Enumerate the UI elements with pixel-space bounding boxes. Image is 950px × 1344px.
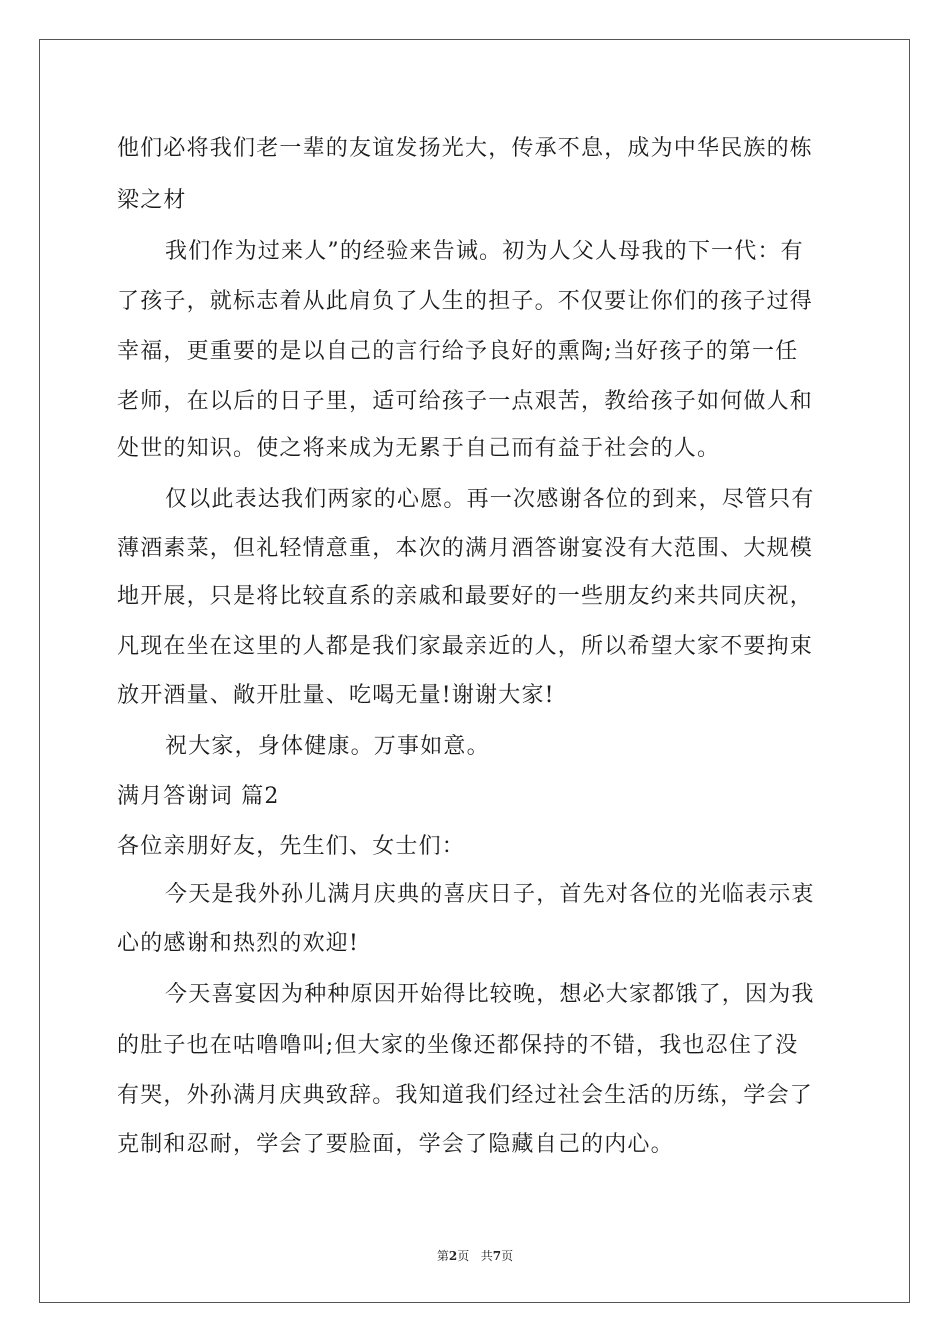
footer-total-prefix: 共 (480, 1249, 493, 1263)
footer-page-number: 2 (448, 1249, 458, 1263)
footer-page-prefix: 第 (436, 1249, 449, 1263)
paragraph-line: 放开酒量、敞开肚量、吃喝无量!谢谢大家! (117, 683, 555, 708)
paragraph-line: 有哭，外孙满月庆典致辞。我知道我们经过社会生活的历练，学会了 (117, 1083, 814, 1108)
footer-page-suffix: 页 (457, 1249, 470, 1263)
footer-total-pages: 7 (492, 1249, 502, 1263)
paragraph-line: 幸福，更重要的是以自己的言行给予良好的熏陶;当好孩子的第一任 (117, 339, 799, 364)
paragraph-line: 克制和忍耐，学会了要脸面，学会了隐藏自己的内心。 (117, 1132, 674, 1157)
paragraph-line: 他们必将我们老一辈的友谊发扬光大，传承不息，成为中华民族的栋 (117, 136, 814, 161)
paragraph-line: 梁之材 (117, 188, 187, 213)
paragraph-line: 祝大家，身体健康。万事如意。 (165, 734, 490, 759)
footer-total-suffix: 页 (501, 1249, 514, 1263)
paragraph-line: 地开展，只是将比较直系的亲戚和最要好的一些朋友约来共同庆祝， (117, 584, 814, 609)
paragraph-line: 薄酒素菜，但礼轻情意重，本次的满月酒答谢宴没有大范围、大规模 (117, 536, 814, 561)
page-border (39, 39, 910, 1303)
section-heading: 满月答谢词 篇2 (117, 784, 280, 809)
paragraph-line: 今天是我外孙儿满月庆典的喜庆日子，首先对各位的光临表示衷 (165, 882, 815, 907)
paragraph-line: 凡现在坐在这里的人都是我们家最亲近的人，所以希望大家不要拘束 (117, 634, 814, 659)
paragraph-line: 处世的知识。使之将来成为无累于自己而有益于社会的人。 (117, 436, 721, 461)
paragraph-line: 今天喜宴因为种种原因开始得比较晚，想必大家都饿了，因为我 (165, 982, 815, 1007)
paragraph-line: 了孩子，就标志着从此肩负了人生的担子。不仅要让你们的孩子过得 (117, 289, 814, 314)
paragraph-line: 老师，在以后的日子里，适可给孩子一点艰苦，教给孩子如何做人和 (117, 389, 814, 414)
salutation: 各位亲朋好友，先生们、女士们： (117, 834, 466, 859)
paragraph-line: 仅以此表达我们两家的心愿。再一次感谢各位的到来，尽管只有 (165, 487, 815, 512)
paragraph-line: 的肚子也在咕噜噜叫;但大家的坐像还都保持的不错，我也忍住了没 (117, 1033, 799, 1058)
page-footer (0, 1248, 950, 1264)
paragraph-line: 心的感谢和热烈的欢迎! (117, 931, 360, 956)
paragraph-line: 我们作为过来人”的经验来告诫。初为人父人母我的下一代：有 (165, 239, 804, 264)
